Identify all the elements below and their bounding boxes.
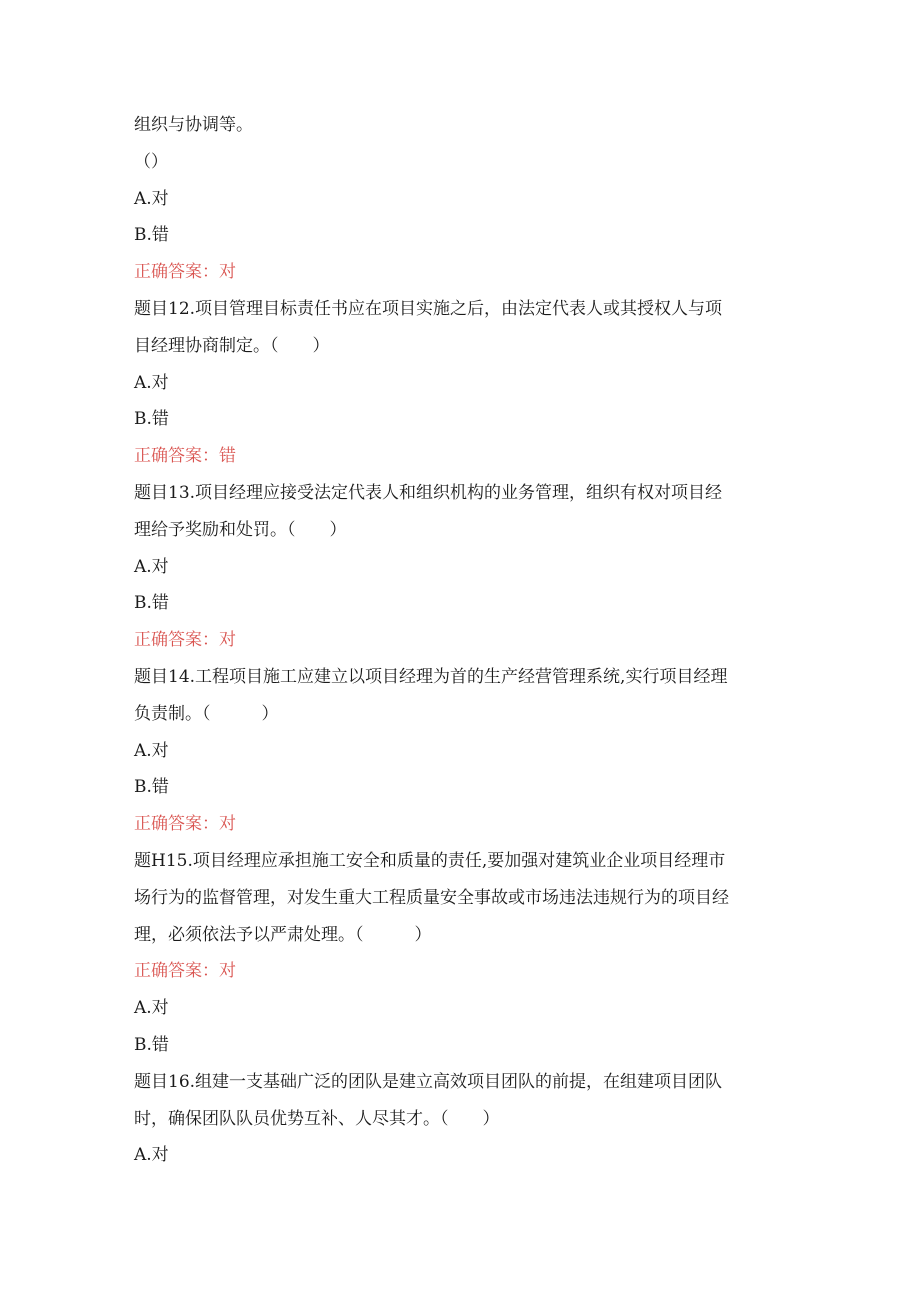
option-line: A.对	[134, 740, 169, 761]
question-line: 时，确保团队队员优势互补、人尽其才。（ ）	[134, 1108, 500, 1129]
option-line: A.对	[134, 998, 169, 1019]
question-line: 题目13.项目经理应接受法定代表人和组织机构的业务管理，组织有权对项目经	[134, 482, 723, 503]
question-line: 场行为的监督管理，对发生重大工程质量安全事故或市场违法违规行为的项目经	[134, 887, 729, 908]
option-line: A.对	[134, 188, 169, 209]
text-line: （）	[134, 151, 168, 172]
question-line: 题目16.组建一支基础广泛的团队是建立高效项目团队的前提，在组建项目团队	[134, 1071, 723, 1092]
option-line: B.错	[134, 777, 169, 798]
question-line: 负责制。（ ）	[134, 703, 279, 724]
answer-line: 正确答案：对	[134, 630, 236, 651]
question-line: 题H15.项目经理应承担施工安全和质量的责任,要加强对建筑业企业项目经理市	[134, 850, 726, 871]
option-line: B.错	[134, 225, 169, 246]
option-line: B.错	[134, 409, 169, 430]
document-page	[134, 107, 794, 1174]
question-line: 目经理协商制定。（ ）	[134, 335, 330, 356]
option-line: B.错	[134, 593, 169, 614]
option-line: A.对	[134, 1145, 169, 1166]
answer-line: 正确答案：对	[134, 961, 236, 982]
option-line: B.错	[134, 1034, 169, 1055]
answer-line: 正确答案：对	[134, 262, 236, 283]
option-line: A.对	[134, 556, 169, 577]
answer-line: 正确答案：错	[134, 446, 236, 467]
question-line: 理，必须依法予以严肃处理。（ ）	[134, 924, 432, 945]
answer-line: 正确答案：对	[134, 814, 236, 835]
option-line: A.对	[134, 372, 169, 393]
question-line: 理给予奖励和处罚。（ ）	[134, 519, 347, 540]
question-line: 题目14.工程项目施工应建立以项目经理为首的生产经营管理系统,实行项目经理	[134, 666, 728, 687]
text-line: 组织与协调等。	[134, 115, 253, 135]
question-line: 题目12.项目管理目标责任书应在项目实施之后，由法定代表人或其授权人与项	[134, 298, 723, 319]
